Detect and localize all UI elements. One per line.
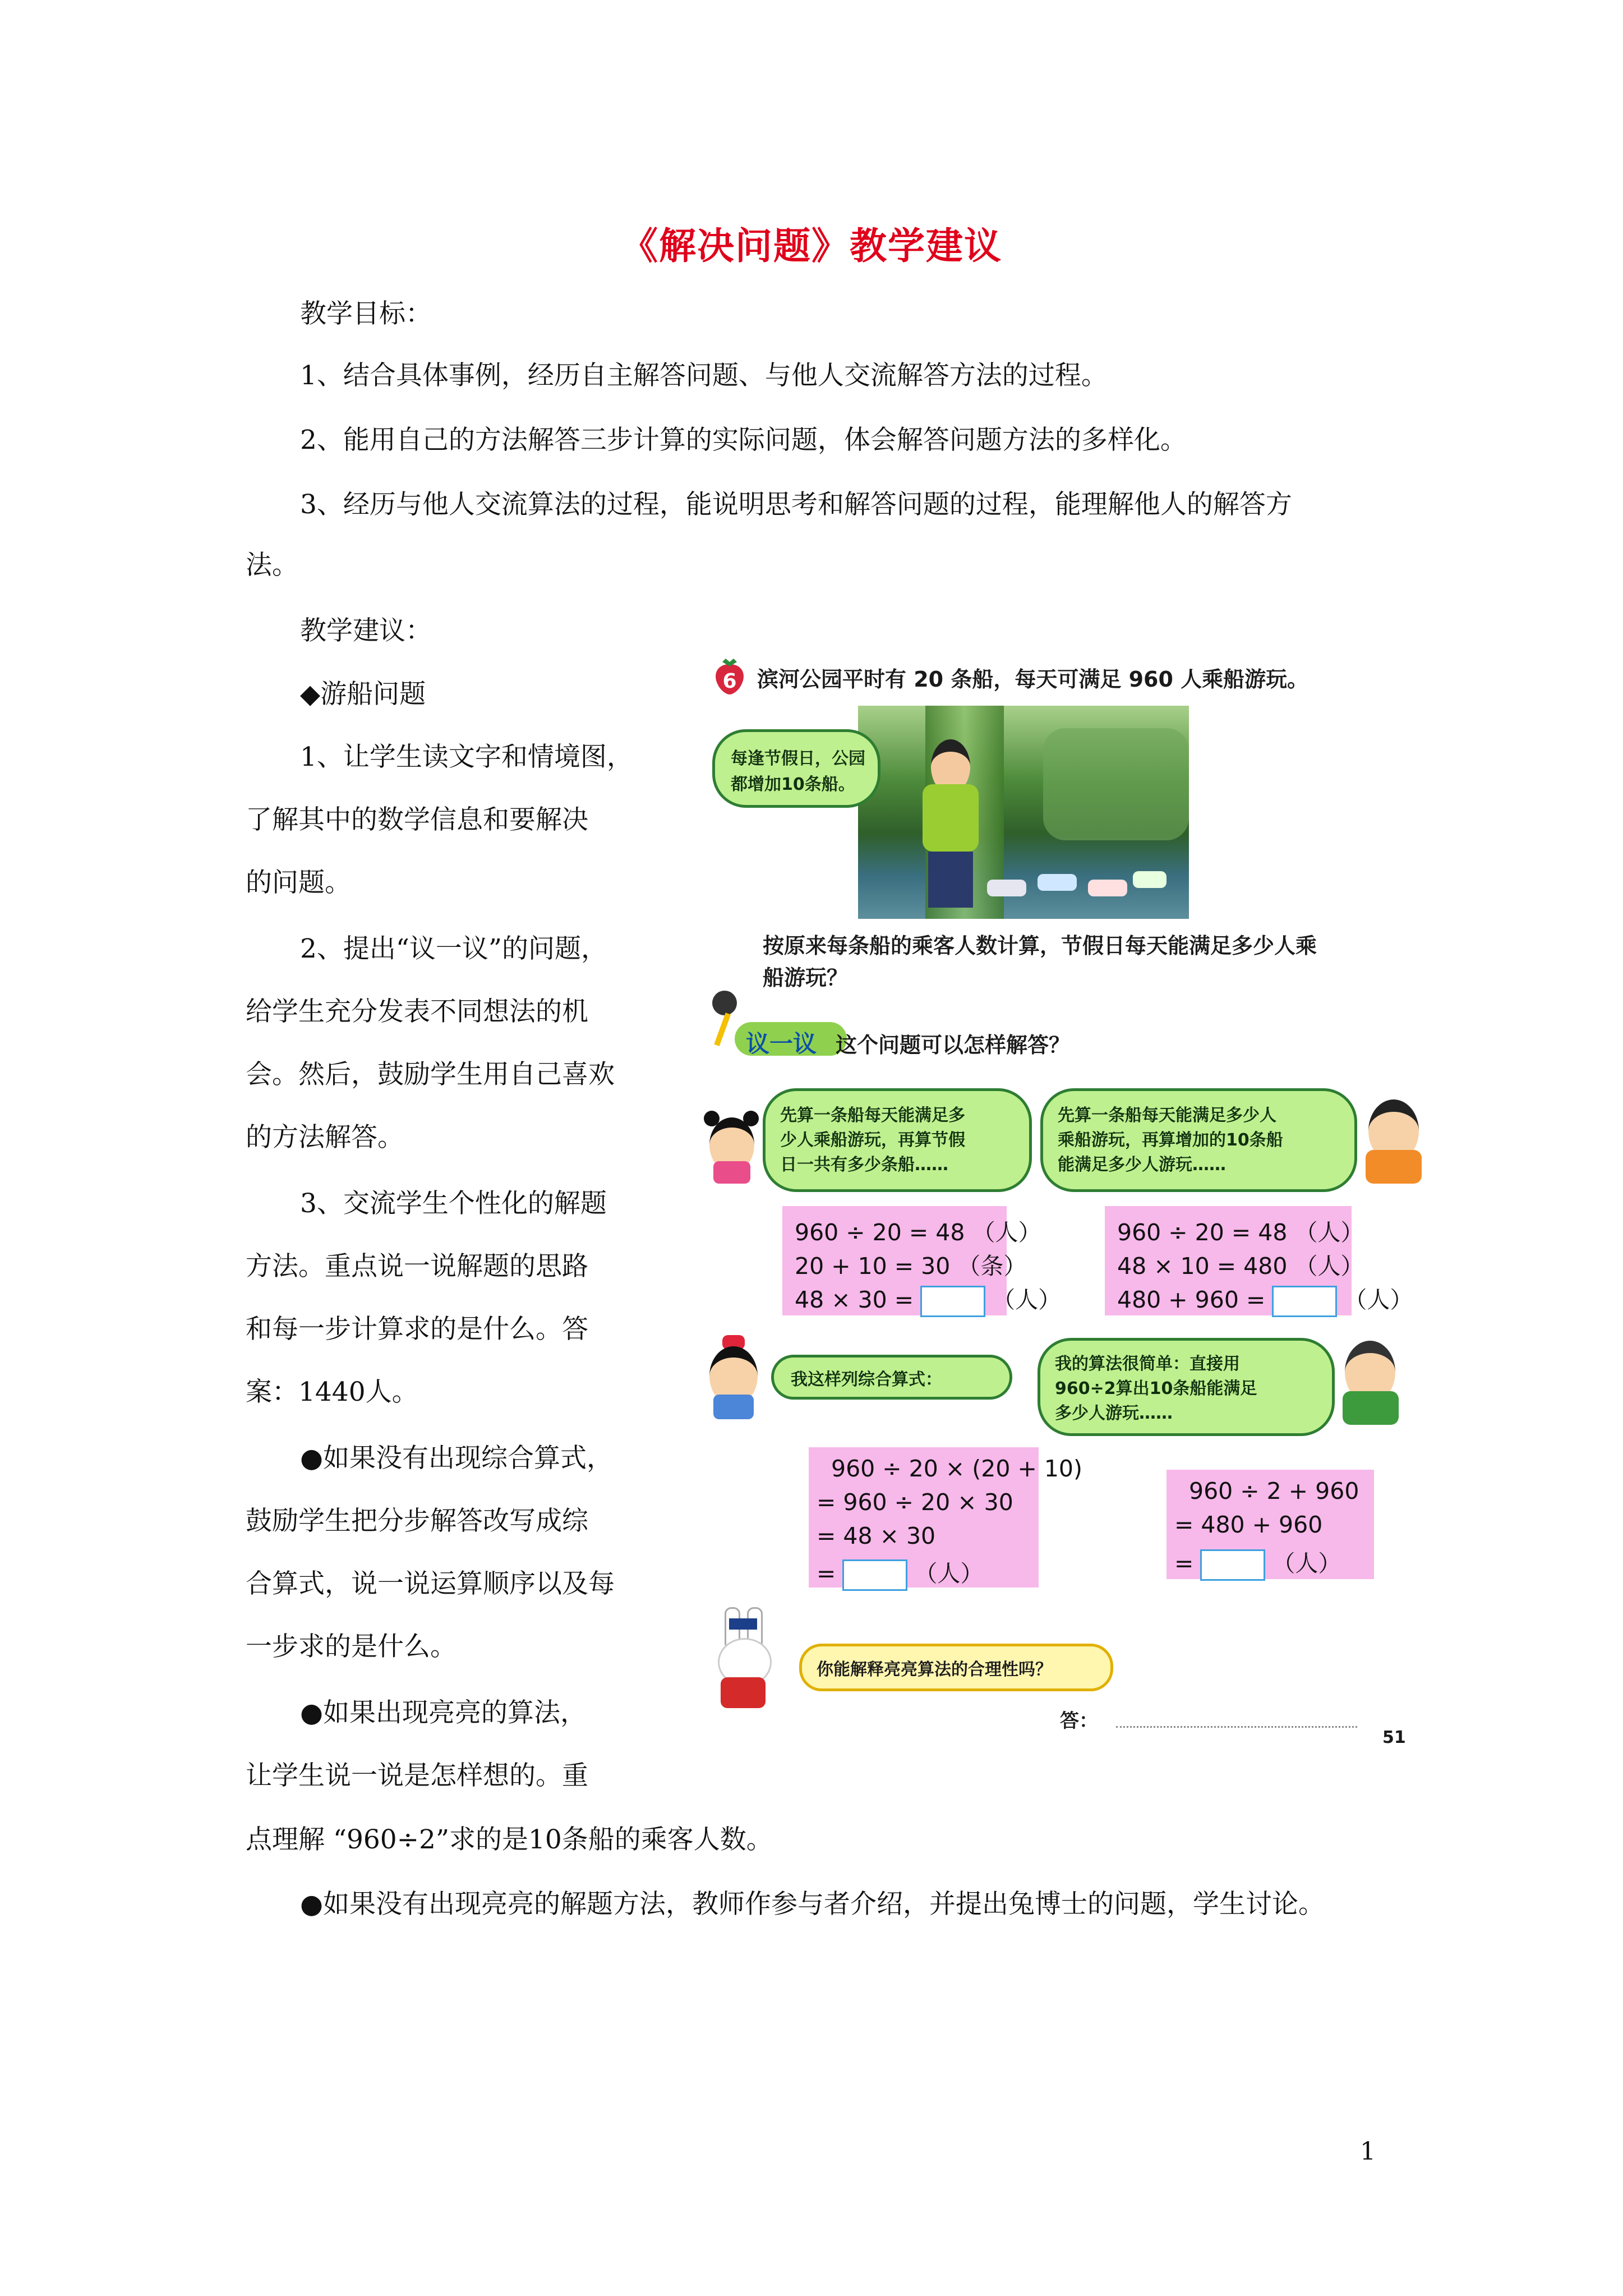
- left-line: 给学生充分发表不同想法的机: [246, 996, 588, 1027]
- left-line: 2、提出“议一议”的问题，: [300, 933, 607, 964]
- girl-avatar: [701, 1105, 763, 1184]
- page-title: 《解决问题》教学建议: [621, 224, 1002, 268]
- boy-speech-bubble-1: 先算一条船每天能满足多少人 乘船游玩，再算增加的10条船 能满足多少人游玩……: [1040, 1088, 1357, 1192]
- answer-blank[interactable]: [920, 1286, 985, 1317]
- answer-blank[interactable]: [842, 1559, 907, 1591]
- left-line: 会。然后，鼓励学生用自己喜欢: [246, 1059, 615, 1090]
- left-line: 合算式，说一说运算顺序以及每: [246, 1568, 615, 1599]
- combo-box-right: 960 ÷ 2 + 960 = 480 + 960 = （人）: [1166, 1470, 1374, 1579]
- boy-avatar: [1357, 1094, 1430, 1184]
- left-line: 鼓励学生把分步解答改写成综: [246, 1506, 588, 1536]
- left-line: ●如果出现亮亮的算法，: [300, 1697, 587, 1728]
- combo-box-left: 960 ÷ 20 × (20 + 10) = 960 ÷ 20 × 30 = 48 × 30 = （人）: [809, 1447, 1039, 1588]
- rabbit-doctor-avatar: [712, 1607, 780, 1708]
- full-line-1: 点理解 “960÷2”求的是10条船的乘客人数。: [246, 1824, 773, 1855]
- section-heading-suggestions: 教学建议：: [300, 615, 432, 646]
- boats-illustration: [987, 863, 1172, 902]
- problem-text: 滨河公园平时有 20 条船，每天可满足 960 人乘船游玩。: [757, 667, 1309, 692]
- textbook-figure: [701, 645, 1453, 1745]
- boy-avatar-2: [1335, 1335, 1408, 1425]
- left-line: 案：1440人。: [246, 1377, 418, 1407]
- calc-box-right: 960 ÷ 20 = 48 （人） 48 × 10 = 480 （人） 480 + 960 = （人）: [1105, 1206, 1352, 1315]
- calc-box-left: 960 ÷ 20 = 48 （人） 20 + 10 = 30 （条） 48 × 30 = （人）: [782, 1206, 1007, 1315]
- boy-speech-bubble-2: 我的算法很简单：直接用 960÷2算出10条船能满足 多少人游玩……: [1038, 1338, 1335, 1436]
- left-line: 一步求的是什么。: [246, 1631, 457, 1662]
- left-line: 和每一步计算求的是什么。答: [246, 1314, 588, 1345]
- answer-label: 答：: [1060, 1710, 1098, 1732]
- park-photo: [858, 706, 1189, 919]
- goal-2: 2、能用自己的方法解答三步计算的实际问题，体会解答问题方法的多样化。: [300, 425, 1187, 455]
- answer-blank[interactable]: [1272, 1286, 1337, 1317]
- strawberry-number-icon: 6: [712, 656, 747, 696]
- answer-blank[interactable]: [1200, 1549, 1265, 1581]
- left-line: 了解其中的数学信息和要解决: [246, 804, 588, 835]
- rabbit-speech-bubble: 你能解释亮亮算法的合理性吗？: [799, 1644, 1113, 1691]
- left-line: 1、让学生读文字和情境图，: [300, 742, 633, 772]
- goal-1: 1、结合具体事例，经历自主解答问题、与他人交流解答方法的过程。: [300, 360, 1108, 391]
- left-line: 方法。重点说一说解题的思路: [246, 1251, 588, 1282]
- question-line-2: 船游玩？: [763, 965, 849, 990]
- discuss-question: 这个问题可以怎样解答？: [836, 1033, 1071, 1057]
- girl-speech-bubble-2: 我这样列综合算式：: [771, 1355, 1012, 1400]
- boy-figure: [914, 739, 987, 908]
- left-line: 3、交流学生个性化的解题: [300, 1188, 607, 1219]
- section-heading-goals: 教学目标：: [300, 298, 432, 329]
- left-line: 的问题。: [246, 867, 351, 898]
- question-line-1: 按原来每条船的乘客人数计算，节假日每天能满足多少人乘: [763, 933, 1317, 958]
- left-line: ●如果没有出现综合算式，: [300, 1443, 614, 1474]
- photo-speech-bubble: 每逢节假日，公园 都增加10条船。: [712, 729, 880, 808]
- left-line: 的方法解答。: [246, 1122, 404, 1153]
- answer-line[interactable]: [1116, 1725, 1357, 1728]
- full-line-2: ●如果没有出现亮亮的解题方法，教师作参与者介绍，并提出兔博士的问题，学生讨论。: [300, 1889, 1325, 1920]
- goal-3-continued: 法。: [246, 550, 298, 581]
- page-number: 1: [1360, 2137, 1376, 2166]
- girl-speech-bubble-1: 先算一条船每天能满足多 少人乘船游玩，再算节假 日一共有多少条船……: [763, 1088, 1032, 1192]
- discuss-label: 议一议: [746, 1030, 817, 1057]
- left-line: 让学生说一说是怎样想的。重: [246, 1760, 588, 1791]
- girl-avatar-2: [701, 1335, 768, 1419]
- topic-heading: ◆游船问题: [300, 679, 426, 710]
- book-page-number: 51: [1382, 1728, 1406, 1747]
- goal-3: 3、经历与他人交流算法的过程，能说明思考和解答问题的过程，能理解他人的解答方: [300, 489, 1292, 520]
